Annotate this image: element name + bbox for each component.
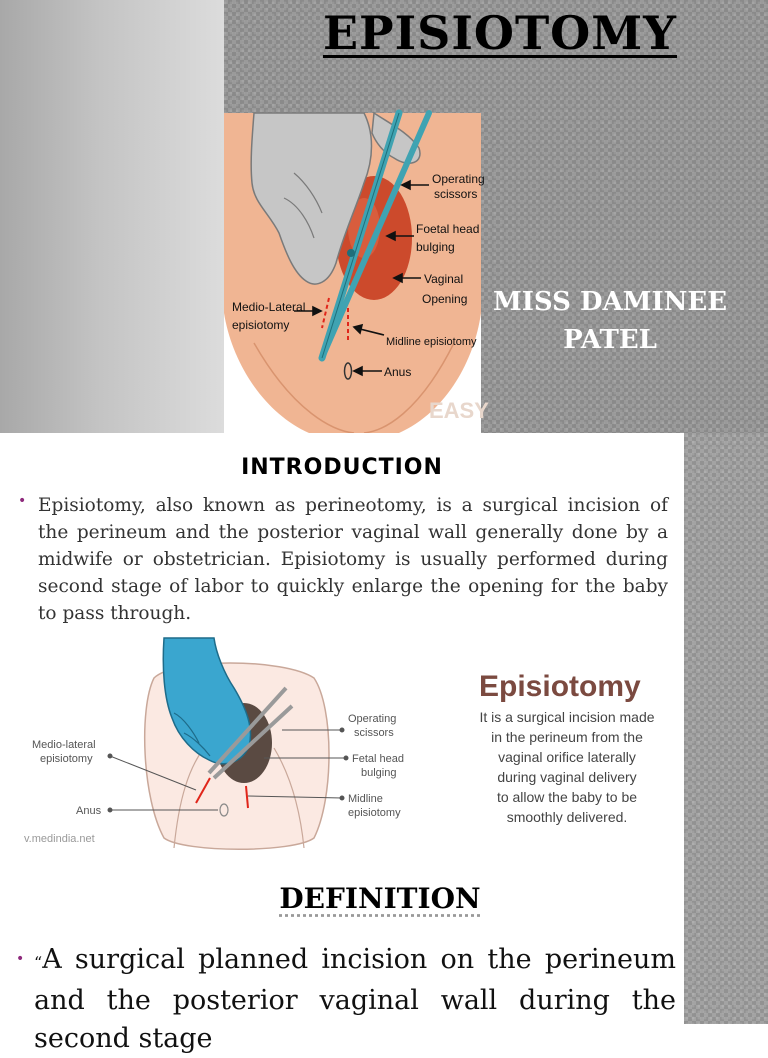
- diagram2-side-title: Episiotomy: [479, 670, 641, 703]
- label-midline-episiotomy: Midline episiotomy: [386, 336, 477, 348]
- diagram2-side-line: vaginal orifice laterally: [498, 749, 636, 765]
- author-name: [486, 283, 734, 359]
- author-line-2: PATEL: [563, 325, 657, 355]
- introduction-heading: INTRODUCTION: [241, 455, 443, 480]
- episiotomy-illustration-2: [24, 638, 670, 853]
- content-slide: [0, 433, 768, 1054]
- episiotomy-diagram-2: [24, 638, 670, 853]
- label2-midline-2: episiotomy: [348, 807, 401, 819]
- right-texture-strip: [684, 433, 768, 1024]
- definition-paragraph: [34, 941, 676, 1058]
- label2-fetal-head-1: Fetal head: [352, 753, 404, 765]
- episiotomy-diagram-1: [224, 113, 489, 433]
- label-medio-lateral-2: episiotomy: [232, 318, 290, 332]
- diagram2-side-line: to allow the baby to be: [496, 789, 638, 805]
- label-anus: Anus: [384, 365, 412, 379]
- label-operating-scissors-2: scissors: [434, 187, 478, 201]
- label-vaginal-opening-1: Vaginal: [424, 272, 464, 286]
- definition-text: A surgical planned incision on the perineum and the posterior vaginal wall during the second stage: [34, 944, 676, 1054]
- label-operating-scissors-1: Operating: [432, 172, 485, 186]
- definition-heading: DEFINITION: [279, 882, 481, 915]
- label2-medio-lateral-1: Medio-lateral: [32, 739, 96, 751]
- diagram-watermark: EASY: [429, 398, 489, 423]
- label-foetal-head-2: bulging: [416, 240, 455, 254]
- label2-midline-1: Midline: [348, 793, 383, 805]
- introduction-paragraph: Episiotomy, also known as perineotomy, is a surgical incision of the perineum and the posterior vaginal wall generally done by a midwife or obstetrician. Episiotomy is usually performed during second stage of labor to quickly enlarge the opening for the baby to pass through.: [38, 495, 668, 624]
- author-line-1: MISS DAMINEE: [492, 287, 728, 317]
- label2-fetal-head-2: bulging: [361, 767, 397, 779]
- diagram2-side-line: during vaginal delivery: [497, 769, 637, 785]
- diagram2-side-line: It is a surgical incision made: [479, 709, 655, 725]
- episiotomy-illustration-1: [224, 113, 489, 433]
- label-medio-lateral-1: Medio-Lateral: [232, 300, 306, 314]
- label2-operating-scissors-2: scissors: [354, 727, 394, 739]
- label-vaginal-opening-2: Opening: [422, 292, 468, 306]
- label-foetal-head-1: Foetal head: [416, 222, 480, 236]
- slide-title: EPISIOTOMY: [322, 6, 678, 60]
- label2-operating-scissors-1: Operating: [348, 713, 397, 725]
- intro-bullet-dot: •: [18, 493, 27, 509]
- definition-quote-mark: “: [34, 953, 43, 972]
- title-slide: [0, 0, 768, 433]
- diagram2-side-line: smoothly delivered.: [506, 809, 628, 825]
- left-gradient-panel: [0, 0, 224, 433]
- label2-anus: Anus: [76, 805, 102, 817]
- definition-bullet-dot: •: [16, 951, 25, 967]
- diagram2-side-line: in the perineum from the: [491, 729, 643, 745]
- diagram2-source: v.medindia.net: [24, 833, 95, 845]
- label2-medio-lateral-2: episiotomy: [40, 753, 93, 765]
